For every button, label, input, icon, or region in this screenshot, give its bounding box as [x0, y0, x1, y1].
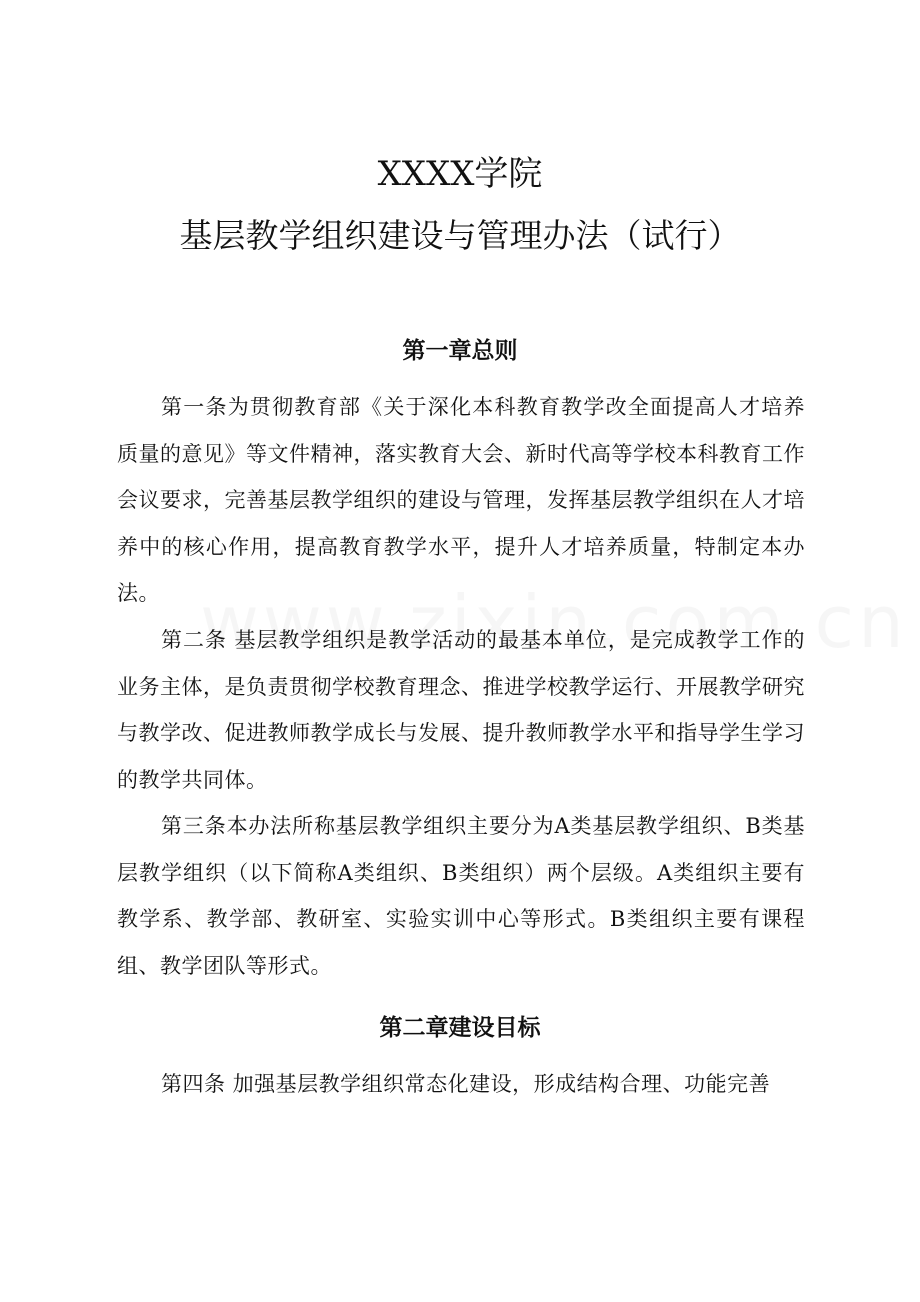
chapter-heading-1: 第一章总则 [402, 338, 518, 364]
article-3: 第三条本办法所称基层教学组织主要分为A类基层教学组织、B类基层教学组织（以下简称A类组织、B类组织）两个层级。A类组织主要有教学系、教学部、教研室、实验实训中心等形式。B类组织主要有课程组、教学团队等形式。 [117, 814, 805, 978]
article-2: 第二条 基层教学组织是教学活动的最基本单位，是完成教学工作的业务主体，是负责贯彻学校教育理念、推进学校教学运行、开展教学研究与教学改、促进教师教学成长与发展、提升教师教学水平和指导学生学习的教学共同体。 [117, 628, 805, 792]
document-title-line2: 基层教学组织建设与管理办法（试行） [179, 216, 741, 255]
document-title-line1: XXXX学院 [377, 154, 543, 194]
article-1: 第一条为贯彻教育部《关于深化本科教育教学改全面提高人才培养质量的意见》等文件精神，落实教育大会、新时代高等学校本科教育工作会议要求，完善基层教学组织的建设与管理，发挥基层教学组织在人才培养中的核心作用，提高教育教学水平，提升人才培养质量，特制定本办法。 [117, 395, 805, 605]
article-4: 第四条 加强基层教学组织常态化建设，形成结构合理、功能完善 [161, 1072, 771, 1096]
chapter-heading-2: 第二章建设目标 [379, 1015, 541, 1041]
